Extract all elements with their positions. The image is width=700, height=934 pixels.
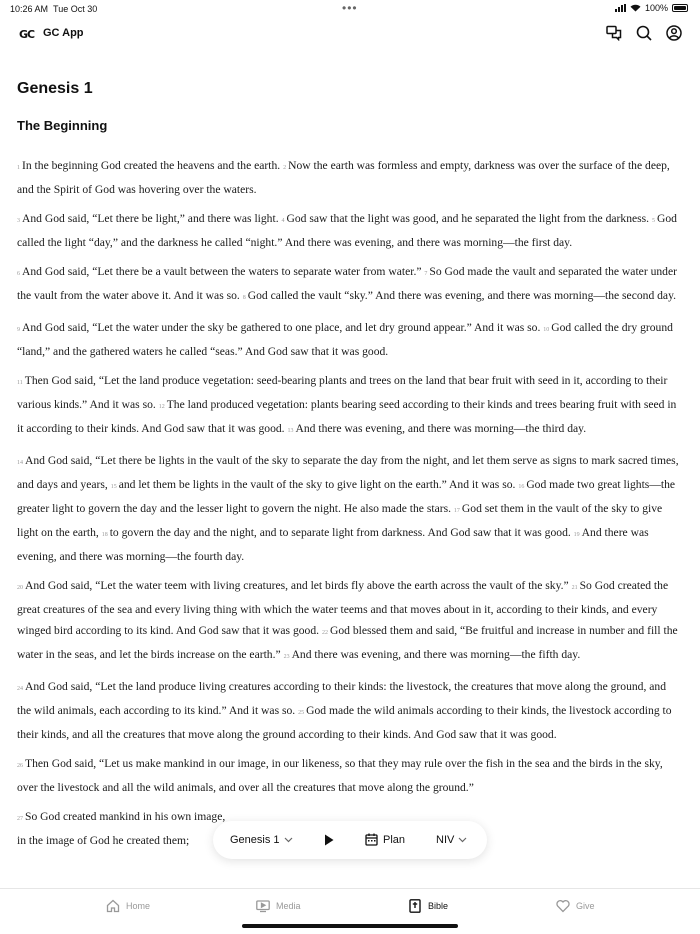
version-label: NIV xyxy=(436,834,455,846)
verse-text[interactable]: in the image of God he created them; xyxy=(17,834,190,847)
plan-label: Plan xyxy=(383,833,406,846)
chevron-down-icon xyxy=(284,837,293,843)
tab-home[interactable] xyxy=(106,899,150,913)
signal-icon xyxy=(615,4,626,12)
verse-number: 25 xyxy=(298,710,305,716)
profile-icon[interactable] xyxy=(666,25,682,41)
status-time: 10:26 AM Tue Oct 30 xyxy=(10,4,98,14)
scripture-paragraph xyxy=(17,208,683,253)
verse-text[interactable]: to govern the day and the night, and to separate light from darkness. And God saw that it was good. xyxy=(109,526,571,539)
tab-media[interactable] xyxy=(256,899,301,913)
verse-text[interactable]: And God said, “Let the water teem with living creatures, and let birds fly above the earth across the vault of the sky.” xyxy=(25,579,569,592)
wifi-icon xyxy=(630,4,641,12)
media-icon xyxy=(256,899,270,913)
verse-number: 27 xyxy=(17,816,23,822)
book-title: Genesis 1 xyxy=(17,80,93,97)
verse-text[interactable]: God made two great lights—the greater light to govern the day and the lesser light to govern the night. He also made the stars. xyxy=(17,478,676,515)
verse-text[interactable]: God made the wild animals according to their kinds, the livestock according to their kinds, and all the creatures that move along the ground according to their kinds. And God saw that it was good. xyxy=(17,704,672,741)
plan-button[interactable] xyxy=(365,833,405,846)
verse-number: 4 xyxy=(281,218,285,224)
verse-text[interactable]: God called the vault “sky.” And there was evening, and there was morning—the second day. xyxy=(247,289,677,302)
scripture-content xyxy=(17,80,683,859)
status-indicators xyxy=(615,3,688,13)
verse-text[interactable]: God set them in the vault of the sky to give light on the earth, xyxy=(17,502,663,539)
verse-text[interactable]: The land produced vegetation: plants bearing seed according to their kinds and trees bearing fruit with seed in it according to their kinds. And God saw that it was good. xyxy=(17,398,677,435)
verse-number: 3 xyxy=(17,218,20,224)
verse-number: 7 xyxy=(424,271,428,277)
verse-number: 13 xyxy=(287,428,294,434)
home-icon xyxy=(106,899,120,913)
verse-text[interactable]: And there was evening, and there was morning—the fifth day. xyxy=(291,648,581,661)
app-logo: GC xyxy=(19,28,35,41)
app-header xyxy=(0,22,700,48)
verse-text[interactable]: Then God said, “Let us make mankind in our image, in our likeness, so that they may rule over the fish in the sea and the birds in the sky, over the livestock and all the wild animals, and over all the creatures that move along the ground.” xyxy=(17,757,663,794)
scripture-paragraph xyxy=(17,753,683,798)
verse-number: 24 xyxy=(17,686,23,692)
verse-text[interactable]: Now the earth was formless and empty, darkness was over the surface of the deep, and the Spirit of God was hovering over the waters. xyxy=(17,159,670,196)
verse-text[interactable]: God saw that the light was good, and he separated the light from the darkness. xyxy=(286,212,650,225)
multitask-dots[interactable]: ••• xyxy=(342,1,358,15)
status-bar xyxy=(0,0,700,18)
home-indicator xyxy=(242,924,458,928)
header-actions xyxy=(606,25,682,41)
verse-text[interactable]: And God said, “Let the land produce living creatures according to their kinds: the livestock, the creatures that move along the ground, and the wild animals, each according to its kind.” And it was so. xyxy=(17,680,667,717)
verse-text[interactable]: And God said, “Let there be a vault between the waters to separate water from water.” xyxy=(22,265,422,278)
verse-number: 2 xyxy=(283,165,287,171)
calendar-icon xyxy=(365,833,378,846)
play-icon[interactable] xyxy=(324,834,334,846)
verse-number: 15 xyxy=(110,484,117,490)
verse-text[interactable]: And God said, “Let there be light,” and there was light. xyxy=(22,212,279,225)
paragraph-list xyxy=(17,155,683,851)
verse-number: 16 xyxy=(518,484,525,490)
verse-text[interactable]: And there was evening, and there was morning—the fourth day. xyxy=(17,526,649,563)
chapter-label: Genesis 1 xyxy=(230,834,280,846)
verse-text[interactable]: God called the light “day,” and the darkness he called “night.” And there was evening, and there was morning—the first day. xyxy=(17,212,677,249)
verse-text[interactable]: And there was evening, and there was morning—the third day. xyxy=(295,422,587,435)
verse-number: 12 xyxy=(158,404,165,410)
scripture-paragraph xyxy=(17,575,683,668)
scripture-paragraph xyxy=(17,676,683,745)
app-title: GC App xyxy=(43,27,84,39)
verse-text[interactable]: And God said, “Let there be lights in the vault of the sky to separate the day from the night, and let them serve as signs to mark sacred times, and days and years, xyxy=(17,454,679,491)
tab-label: Media xyxy=(276,901,301,911)
verse-number: 18 xyxy=(101,532,108,538)
verse-text[interactable]: Then God said, “Let the land produce vegetation: seed-bearing plants and trees on the land that bear fruit with seed in it, according to their various kinds.” And it was so. xyxy=(17,374,668,411)
chevron-down-icon xyxy=(458,837,467,843)
chapter-selector[interactable] xyxy=(230,834,293,846)
verse-number: 5 xyxy=(651,218,655,224)
verse-number: 20 xyxy=(17,585,23,591)
verse-number: 9 xyxy=(17,327,20,333)
verse-text[interactable]: So God created mankind in his own image, xyxy=(25,810,226,823)
scripture-paragraph xyxy=(17,261,683,309)
search-icon[interactable] xyxy=(636,25,652,41)
verse-number: 26 xyxy=(17,763,23,769)
scripture-paragraph xyxy=(17,370,683,442)
verse-text[interactable]: God called the dry ground “land,” and the gathered waters he called “seas.” And God saw that it was good. xyxy=(17,321,673,358)
verse-number: 23 xyxy=(283,654,290,660)
verse-text[interactable]: In the beginning God created the heavens and the earth. xyxy=(22,159,281,172)
verse-number: 11 xyxy=(17,380,23,386)
tab-label: Give xyxy=(576,901,595,911)
verse-number: 8 xyxy=(242,295,246,301)
verse-number: 6 xyxy=(17,271,20,277)
verse-text[interactable]: God blessed them and said, “Be fruitful and increase in number and fill the water in the seas, and let the birds increase on the earth.” xyxy=(17,624,678,661)
verse-number: 17 xyxy=(453,508,460,514)
verse-text[interactable]: So God made the vault and separated the water under the vault from the water above it. And it was so. xyxy=(17,265,677,302)
tab-give[interactable] xyxy=(556,899,595,913)
version-selector[interactable] xyxy=(436,834,467,846)
tab-label: Bible xyxy=(428,901,449,911)
verse-number: 1 xyxy=(17,165,20,171)
verse-number: 21 xyxy=(571,585,578,591)
verse-number: 14 xyxy=(17,460,23,466)
scripture-paragraph xyxy=(17,317,683,362)
verse-number: 22 xyxy=(321,630,328,636)
scripture-paragraph xyxy=(17,450,683,567)
chat-icon[interactable] xyxy=(606,25,622,41)
verse-number: 19 xyxy=(573,532,580,538)
battery-icon xyxy=(672,4,688,12)
tab-bible[interactable] xyxy=(408,899,448,913)
battery-percent: 100% xyxy=(644,3,668,13)
verse-text[interactable]: So God created the great creatures of the sea and every living thing with which the water teems and that moves about in it, according to their kinds, and every winged bird according to its kind. And God saw that it was good. xyxy=(17,579,669,637)
verse-number: 10 xyxy=(543,327,550,333)
verse-text[interactable]: And God said, “Let the water under the sky be gathered to one place, and let dry ground appear.” And it was so. xyxy=(22,321,541,334)
scripture-paragraph xyxy=(17,155,683,200)
tab-label: Home xyxy=(126,901,151,911)
section-heading: The Beginning xyxy=(17,118,108,133)
bible-icon xyxy=(408,899,422,913)
heart-icon xyxy=(556,899,570,913)
reading-player xyxy=(213,821,487,859)
verse-text[interactable]: and let them be lights in the vault of the sky to give light on the earth.” And it was so. xyxy=(118,478,516,491)
